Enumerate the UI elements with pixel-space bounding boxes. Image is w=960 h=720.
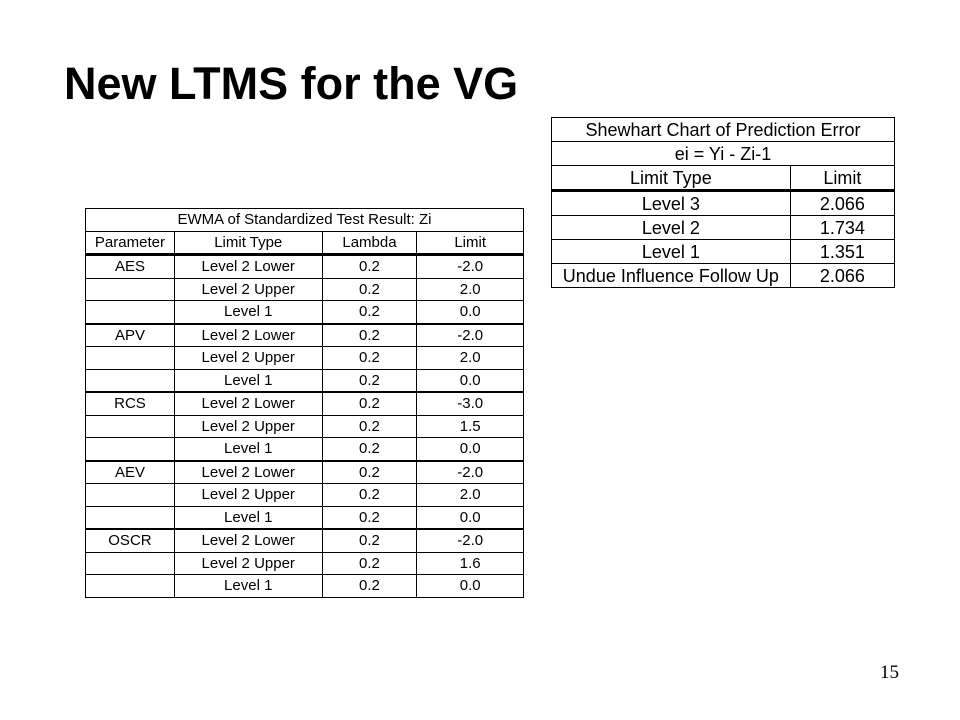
- limit-type-cell: Level 2 Lower: [174, 255, 322, 279]
- limit-type-cell: Level 1: [174, 301, 322, 324]
- limit-type-cell: Level 2 Upper: [174, 484, 322, 507]
- limit-type-cell: Level 2 Upper: [174, 552, 322, 575]
- limit-type-cell: Undue Influence Follow Up: [552, 264, 791, 288]
- parameter-cell: AES: [86, 255, 175, 279]
- parameter-cell: AEV: [86, 461, 175, 484]
- table-row: [86, 392, 524, 415]
- parameter-cell: [86, 552, 175, 575]
- limit-type-cell: Level 1: [174, 575, 322, 598]
- table-row: [552, 216, 895, 240]
- limit-cell: -2.0: [417, 324, 524, 347]
- limit-type-cell: Level 1: [174, 369, 322, 392]
- ewma-table-title: EWMA of Standardized Test Result: Zi: [86, 209, 524, 232]
- ewma-header-limit-type: Limit Type: [174, 231, 322, 255]
- limit-cell: 0.0: [417, 301, 524, 324]
- limit-type-cell: Level 2 Upper: [174, 347, 322, 370]
- shewhart-rows: [552, 191, 895, 288]
- table-row: [86, 255, 524, 279]
- table-row: [86, 506, 524, 529]
- lambda-cell: 0.2: [322, 415, 417, 438]
- limit-cell: 2.0: [417, 484, 524, 507]
- limit-type-cell: Level 1: [174, 506, 322, 529]
- shewhart-header-limit-type: Limit Type: [552, 166, 791, 191]
- limit-type-cell: Level 2 Upper: [174, 415, 322, 438]
- table-row: [86, 529, 524, 552]
- limit-type-cell: Level 3: [552, 191, 791, 216]
- limit-cell: 0.0: [417, 369, 524, 392]
- lambda-cell: 0.2: [322, 347, 417, 370]
- limit-type-cell: Level 2 Lower: [174, 529, 322, 552]
- lambda-cell: 0.2: [322, 506, 417, 529]
- table-row: [86, 347, 524, 370]
- limit-cell: 2.0: [417, 347, 524, 370]
- parameter-cell: [86, 347, 175, 370]
- limit-cell: 2.066: [790, 191, 894, 216]
- lambda-cell: 0.2: [322, 461, 417, 484]
- ewma-header-parameter: Parameter: [86, 231, 175, 255]
- table-row: [552, 191, 895, 216]
- lambda-cell: 0.2: [322, 255, 417, 279]
- limit-cell: 1.6: [417, 552, 524, 575]
- lambda-cell: 0.2: [322, 301, 417, 324]
- table-row: [86, 461, 524, 484]
- table-row: [86, 552, 524, 575]
- parameter-cell: [86, 369, 175, 392]
- limit-cell: 0.0: [417, 438, 524, 461]
- slide-title: New LTMS for the VG: [64, 58, 519, 109]
- shewhart-header-limit: Limit: [790, 166, 894, 191]
- limit-type-cell: Level 2: [552, 216, 791, 240]
- limit-cell: 2.066: [790, 264, 894, 288]
- table-row: [86, 415, 524, 438]
- parameter-cell: OSCR: [86, 529, 175, 552]
- lambda-cell: 0.2: [322, 324, 417, 347]
- lambda-cell: 0.2: [322, 529, 417, 552]
- shewhart-table: [551, 117, 895, 288]
- ewma-table: [85, 208, 524, 598]
- limit-type-cell: Level 2 Lower: [174, 461, 322, 484]
- lambda-cell: 0.2: [322, 392, 417, 415]
- parameter-cell: [86, 575, 175, 598]
- limit-cell: 0.0: [417, 575, 524, 598]
- limit-type-cell: Level 1: [174, 438, 322, 461]
- limit-cell: -2.0: [417, 255, 524, 279]
- parameter-cell: [86, 484, 175, 507]
- lambda-cell: 0.2: [322, 438, 417, 461]
- limit-cell: -3.0: [417, 392, 524, 415]
- parameter-cell: [86, 415, 175, 438]
- table-row: [86, 301, 524, 324]
- limit-type-cell: Level 2 Lower: [174, 392, 322, 415]
- limit-cell: 1.351: [790, 240, 894, 264]
- table-row: [86, 369, 524, 392]
- table-row: [86, 575, 524, 598]
- limit-type-cell: Level 2 Lower: [174, 324, 322, 347]
- ewma-header-limit: Limit: [417, 231, 524, 255]
- limit-type-cell: Level 2 Upper: [174, 278, 322, 301]
- lambda-cell: 0.2: [322, 369, 417, 392]
- limit-cell: 1.734: [790, 216, 894, 240]
- lambda-cell: 0.2: [322, 484, 417, 507]
- ewma-rows: [86, 255, 524, 598]
- shewhart-table-title: Shewhart Chart of Prediction Error: [552, 118, 895, 142]
- table-row: [86, 438, 524, 461]
- limit-cell: -2.0: [417, 461, 524, 484]
- limit-cell: -2.0: [417, 529, 524, 552]
- parameter-cell: RCS: [86, 392, 175, 415]
- parameter-cell: [86, 278, 175, 301]
- parameter-cell: [86, 506, 175, 529]
- parameter-cell: APV: [86, 324, 175, 347]
- limit-cell: 2.0: [417, 278, 524, 301]
- lambda-cell: 0.2: [322, 552, 417, 575]
- parameter-cell: [86, 301, 175, 324]
- page-number: 15: [880, 662, 899, 683]
- parameter-cell: [86, 438, 175, 461]
- ewma-header-lambda: Lambda: [322, 231, 417, 255]
- table-row: [552, 264, 895, 288]
- shewhart-formula: ei = Yi - Zi-1: [552, 142, 895, 166]
- table-row: [86, 484, 524, 507]
- limit-type-cell: Level 1: [552, 240, 791, 264]
- limit-cell: 1.5: [417, 415, 524, 438]
- lambda-cell: 0.2: [322, 575, 417, 598]
- table-row: [86, 324, 524, 347]
- lambda-cell: 0.2: [322, 278, 417, 301]
- limit-cell: 0.0: [417, 506, 524, 529]
- table-row: [552, 240, 895, 264]
- table-row: [86, 278, 524, 301]
